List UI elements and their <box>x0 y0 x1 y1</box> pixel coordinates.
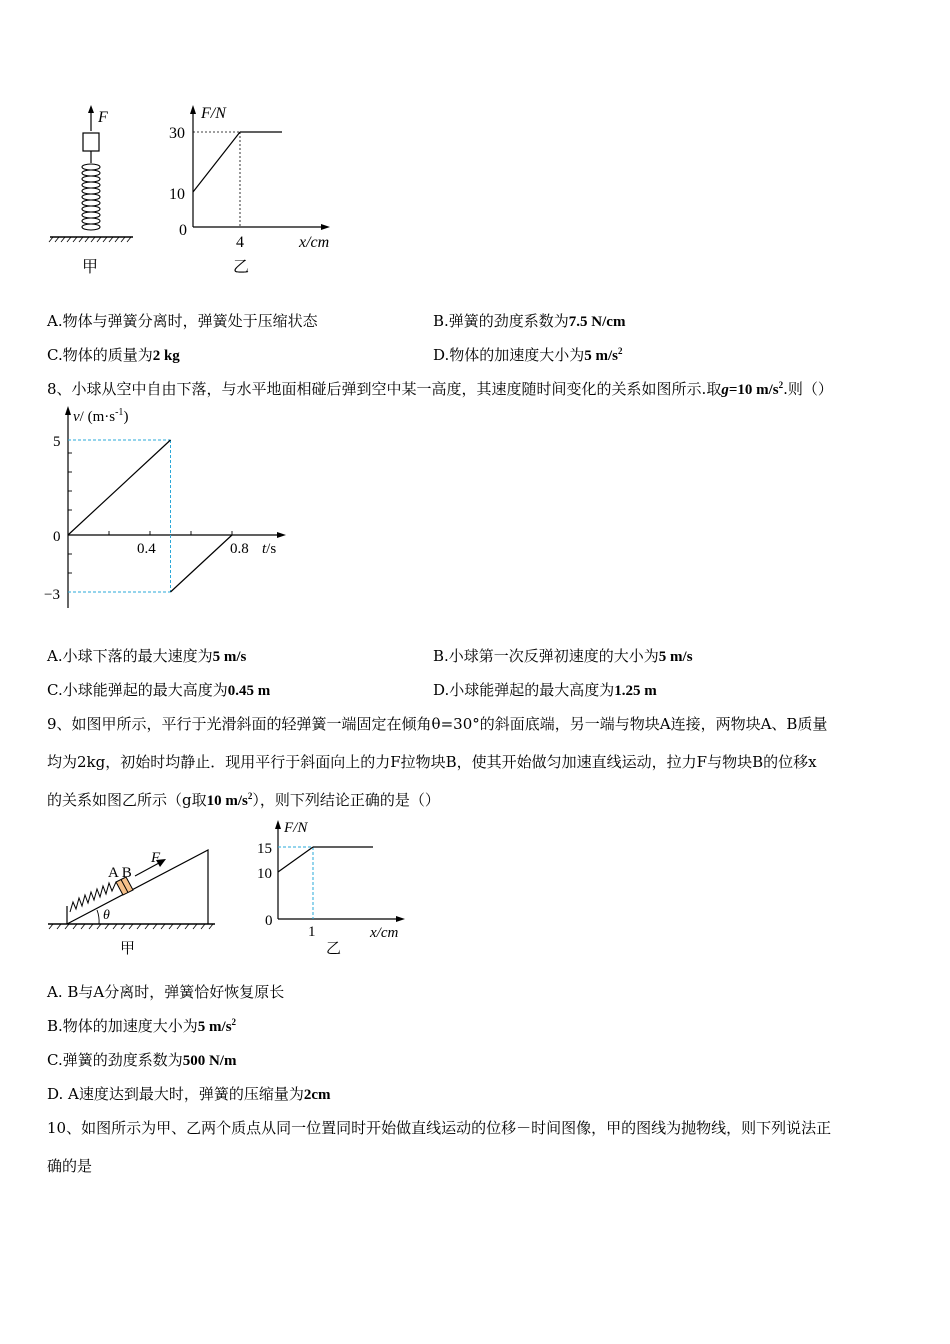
q8-stem: 8、小球从空中自由下落，与水平地面相碰后弹到空中某一高度，其速度随时间变化的关系如图所示.取g=10 $m/s^2$.则（） <box>47 380 833 398</box>
q9-option-b: B.物体的加速度大小为5 $m/s^2$ <box>47 1017 237 1035</box>
q7-option-a: A.物体与弹簧分离时，弹簧处于压缩状态 <box>47 312 318 330</box>
q8-velocity-graph <box>40 400 300 615</box>
angle-label: θ <box>103 908 110 923</box>
x-tick-4: 4 <box>236 234 244 251</box>
origin-label: 0 <box>179 222 187 239</box>
series-fall-line <box>68 440 171 535</box>
block-labels: A B <box>108 865 132 881</box>
q7-spring-figure <box>45 100 145 280</box>
q7-force-graph <box>165 100 350 280</box>
y-axis-label: F/N <box>284 820 308 836</box>
caption-jia: 甲 <box>120 941 136 957</box>
q8-option-a: A.小球下落的最大速度为5 m/s <box>47 647 247 665</box>
q9-force-graph <box>250 815 420 960</box>
q9-stem-line3: 的关系如图乙所示（g取10 $m/s^2$），则下列结论正确的是（） <box>47 791 440 809</box>
q7-option-d: D.物体的加速度大小为5 $m/s^2$ <box>433 346 623 364</box>
q8-option-b: B.小球第一次反弹初速度的大小为5 m/s <box>433 647 693 665</box>
q9-option-d: D. A速度达到最大时，弹簧的压缩量为2cm <box>47 1085 331 1103</box>
q9-incline-figure <box>45 840 225 965</box>
x-axis-label: x/cm <box>299 234 330 251</box>
q9-stem-line1: 9、如图甲所示，平行于光滑斜面的轻弹簧一端固定在倾角θ=30°的斜面底端，另一端与物块A连接，两物块A、B质量 <box>47 715 828 733</box>
caption-yi: 乙 <box>326 941 342 957</box>
q9-option-c: C.弹簧的劲度系数为500 N/m <box>47 1051 237 1069</box>
y-tick-0: 0 <box>53 529 61 545</box>
x-tick-04: 0.4 <box>137 541 156 557</box>
q8-option-c: C.小球能弹起的最大高度为0.45 m <box>47 681 271 699</box>
q7-option-b: B.弹簧的劲度系数为7.5 N/cm <box>433 312 626 330</box>
force-label: F <box>151 850 161 866</box>
y-tick-neg3: −3 <box>44 587 60 603</box>
series-rebound-line <box>171 535 233 592</box>
spring-coil <box>82 164 100 230</box>
y-tick-30: 30 <box>169 125 185 142</box>
q10-stem-line1: 10、如图所示为甲、乙两个质点从同一位置同时开始做直线运动的位移－时间图像，甲的图线为抛物线，则下列说法正 <box>47 1119 832 1137</box>
y-tick-10: 10 <box>257 866 272 882</box>
caption-yi: 乙 <box>233 259 250 276</box>
x-tick-1: 1 <box>308 924 316 940</box>
q10-stem-line2: 确的是 <box>47 1157 93 1175</box>
q9-option-a: A. B与A分离时，弹簧恰好恢复原长 <box>47 983 285 1001</box>
caption-jia: 甲 <box>82 259 99 276</box>
origin-label: 0 <box>265 913 273 929</box>
svg-text:v/ (m·s-1): v/ $(m\cdot s^{-1})$ <box>73 407 129 425</box>
x-tick-08: 0.8 <box>230 541 249 557</box>
q9-stem-line2: 均为2kg，初始时均静止．现用平行于斜面向上的力F拉物块B，使其开始做匀加速直线运动，拉力F与物块B的位移x <box>47 753 817 771</box>
y-axis-label: F/N <box>201 105 226 122</box>
x-axis-label: x/cm <box>370 925 399 941</box>
q8-option-d: D.小球能弹起的最大高度为1.25 m <box>433 681 657 699</box>
y-tick-5: 5 <box>53 434 61 450</box>
y-tick-15: 15 <box>257 841 272 857</box>
y-tick-10: 10 <box>169 186 185 203</box>
svg-text:t/s: t/s <box>262 541 277 557</box>
q7-option-c: C.物体的质量为2 kg <box>47 346 180 364</box>
force-label: F <box>98 109 108 126</box>
